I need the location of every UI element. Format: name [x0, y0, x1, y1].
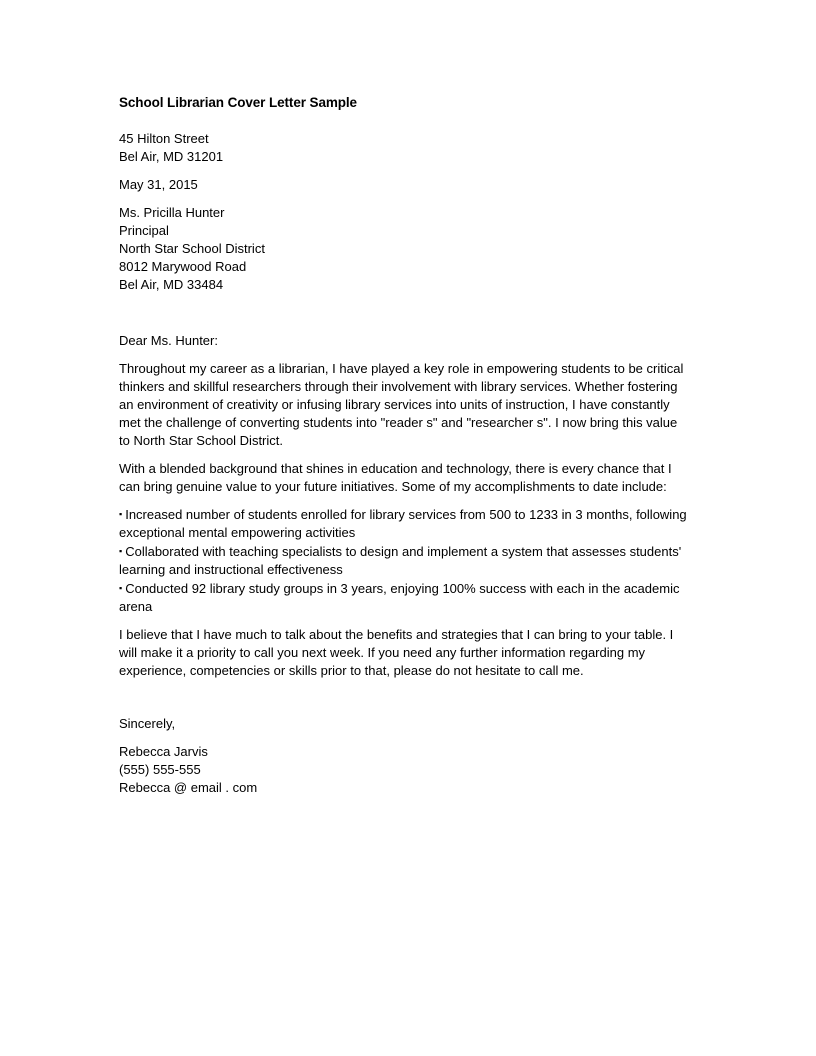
list-item-text: Collaborated with teaching specialists to design and implement a system that assesses students' learning and instructional effectiveness	[119, 544, 682, 577]
body-paragraph: Throughout my career as a librarian, I have played a key role in empowering students to be critical thinkers and skillful researchers through their involvement with library services. Whether fostering an environment of creativity or infusing library services into units of instruction, I have constantly met the challenge of converting students into "reader s" and "researcher s". I now bring this value to North Star School District.	[119, 361, 684, 448]
signature-name: Rebecca Jarvis	[119, 744, 208, 759]
spacer	[119, 294, 689, 332]
recipient-line: North Star School District	[119, 241, 265, 256]
spacer	[119, 496, 689, 505]
closing-paragraph: I believe that I have much to talk about the benefits and strategies that I can bring to your table. I will make it a priority to call you next week. If you need any further information regarding my experience, competencies or skills prior to that, please do not hesitate to call me.	[119, 627, 674, 678]
signature-email: Rebecca @ email . com	[119, 780, 258, 795]
list-item	[119, 542, 689, 579]
recipient-address-block	[119, 204, 689, 294]
recipient-line: Principal	[119, 223, 169, 238]
recipient-line: Bel Air, MD 33484	[119, 277, 224, 292]
spacer	[119, 350, 689, 360]
signoff: Sincerely,	[119, 716, 176, 731]
spacer	[119, 166, 689, 176]
signature-phone: (555) 555-555	[119, 762, 201, 777]
sender-address-block	[119, 130, 689, 166]
square-bullet-icon: ▪	[119, 509, 123, 519]
list-item	[119, 579, 689, 616]
signature-block	[119, 743, 689, 797]
letter-date: May 31, 2015	[119, 177, 198, 192]
list-item	[119, 505, 689, 542]
spacer	[119, 733, 689, 743]
sender-address-line: Bel Air, MD 31201	[119, 149, 224, 164]
spacer	[119, 616, 689, 626]
square-bullet-icon: ▪	[119, 546, 123, 556]
spacer	[119, 194, 689, 204]
spacer	[119, 450, 689, 460]
recipient-line: Ms. Pricilla Hunter	[119, 205, 225, 220]
page-title: School Librarian Cover Letter Sample	[119, 95, 357, 110]
list-item-text: Increased number of students enrolled for library services from 500 to 1233 in 3 months, following exceptional mental empowering activities	[119, 507, 687, 540]
sender-address-line: 45 Hilton Street	[119, 131, 209, 146]
recipient-line: 8012 Marywood Road	[119, 259, 247, 274]
salutation: Dear Ms. Hunter:	[119, 333, 218, 348]
body-paragraph: With a blended background that shines in education and technology, there is every chance that I can bring genuine value to your future initiatives. Some of my accomplishments to date include:	[119, 461, 672, 494]
accomplishments-list	[119, 505, 689, 616]
letter-body	[119, 94, 689, 797]
spacer	[119, 680, 689, 715]
square-bullet-icon: ▪	[119, 583, 123, 593]
list-item-text: Conducted 92 library study groups in 3 years, enjoying 100% success with each in the academic arena	[119, 581, 680, 614]
